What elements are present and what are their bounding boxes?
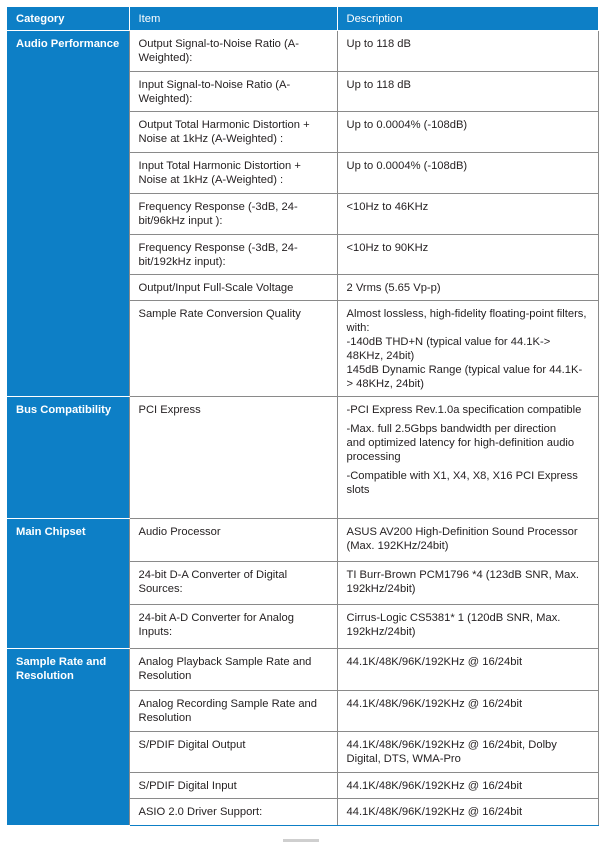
item-cell: S/PDIF Digital Input [129, 773, 337, 799]
description-cell [337, 301, 598, 397]
item-cell: S/PDIF Digital Output [129, 732, 337, 773]
item-cell: Analog Playback Sample Rate and Resolution [129, 649, 337, 691]
description-cell [337, 519, 598, 562]
description-text: 44.1K/48K/96K/192KHz @ 16/24bit, Dolby Digital, DTS, WMA-Pro [346, 739, 557, 765]
description-cell [337, 112, 598, 153]
description-text: <10Hz to 46KHz [346, 201, 429, 213]
description-text: 44.1K/48K/96K/192KHz @ 16/24bit [346, 780, 523, 792]
item-cell: Output/Input Full-Scale Voltage [129, 275, 337, 301]
category-cell: Bus Compatibility [7, 397, 129, 519]
description-text: <10Hz to 90KHz [346, 242, 429, 254]
table-row [7, 31, 598, 72]
description-cell [337, 153, 598, 194]
description-cell [337, 691, 598, 732]
item-cell: Analog Recording Sample Rate and Resolution [129, 691, 337, 732]
description-cell [337, 562, 598, 605]
category-cell: Main Chipset [7, 519, 129, 649]
description-text: Up to 118 dB [346, 79, 411, 91]
description-cell [337, 31, 598, 72]
description-text: Up to 0.0004% (-108dB) [346, 160, 468, 172]
item-cell: 24-bit D-A Converter of Digital Sources: [129, 562, 337, 605]
item-cell: Output Total Harmonic Distortion + Noise at 1kHz (A-Weighted) : [129, 112, 337, 153]
spec-table [7, 7, 599, 826]
description-text: Cirrus-Logic CS5381* 1 (120dB SNR, Max. 192kHz/24bit) [346, 612, 561, 638]
item-cell: PCI Express [129, 397, 337, 519]
header-row [7, 7, 598, 31]
description-text: Up to 118 dB [346, 38, 411, 50]
table-row [7, 519, 598, 562]
description-text: -Max. full 2.5Gbps bandwidth per direction and optimized latency for high-definition audio processing [346, 423, 575, 463]
description-text: 2 Vrms (5.65 Vp-p) [346, 282, 441, 294]
description-cell [337, 235, 598, 275]
description-text: 44.1K/48K/96K/192KHz @ 16/24bit [346, 698, 523, 710]
description-text: ASUS AV200 High-Definition Sound Processor (Max. 192KHz/24bit) [346, 526, 578, 552]
item-cell: Frequency Response (-3dB, 24-bit/192kHz input): [129, 235, 337, 275]
description-cell [337, 275, 598, 301]
category-cell: Audio Performance [7, 31, 129, 397]
description-cell [337, 397, 598, 519]
category-cell: Sample Rate and Resolution [7, 649, 129, 826]
item-cell: 24-bit A-D Converter for Analog Inputs: [129, 605, 337, 649]
header-category: Category [7, 7, 129, 31]
description-text: -PCI Express Rev.1.0a specification compatible [346, 404, 582, 416]
description-text: 44.1K/48K/96K/192KHz @ 16/24bit [346, 656, 523, 668]
spec-body [7, 31, 598, 826]
header-item: Item [129, 7, 337, 31]
description-text: 44.1K/48K/96K/192KHz @ 16/24bit [346, 806, 523, 818]
item-cell: Frequency Response (-3dB, 24-bit/96kHz input ): [129, 194, 337, 235]
footer-mark [283, 839, 319, 842]
page-footer [0, 838, 604, 847]
description-cell [337, 649, 598, 691]
item-cell: Input Signal-to-Noise Ratio (A-Weighted): [129, 72, 337, 112]
header-description: Description [337, 7, 598, 31]
description-text: Up to 0.0004% (-108dB) [346, 119, 468, 131]
description-text: TI Burr-Brown PCM1796 *4 (123dB SNR, Max. 192kHz/24bit) [346, 569, 580, 595]
description-text: Almost lossless, high-fidelity floating-point filters, with: -140dB THD+N (typical value for 44.1K-> 48KHz, 24bit) 145dB Dynamic Range (typical value for 44.1K-> 48KHz, 24bit) [346, 308, 587, 390]
table-row [7, 649, 598, 691]
description-cell [337, 799, 598, 826]
item-cell: Input Total Harmonic Distortion + Noise at 1kHz (A-Weighted) : [129, 153, 337, 194]
description-cell [337, 773, 598, 799]
description-cell [337, 194, 598, 235]
item-cell: Output Signal-to-Noise Ratio (A-Weighted): [129, 31, 337, 72]
description-cell [337, 72, 598, 112]
item-cell: ASIO 2.0 Driver Support: [129, 799, 337, 826]
item-cell: Sample Rate Conversion Quality [129, 301, 337, 397]
description-cell [337, 732, 598, 773]
description-text: -Compatible with X1, X4, X8, X16 PCI Express slots [346, 470, 578, 496]
description-cell [337, 605, 598, 649]
table-row [7, 397, 598, 519]
item-cell: Audio Processor [129, 519, 337, 562]
